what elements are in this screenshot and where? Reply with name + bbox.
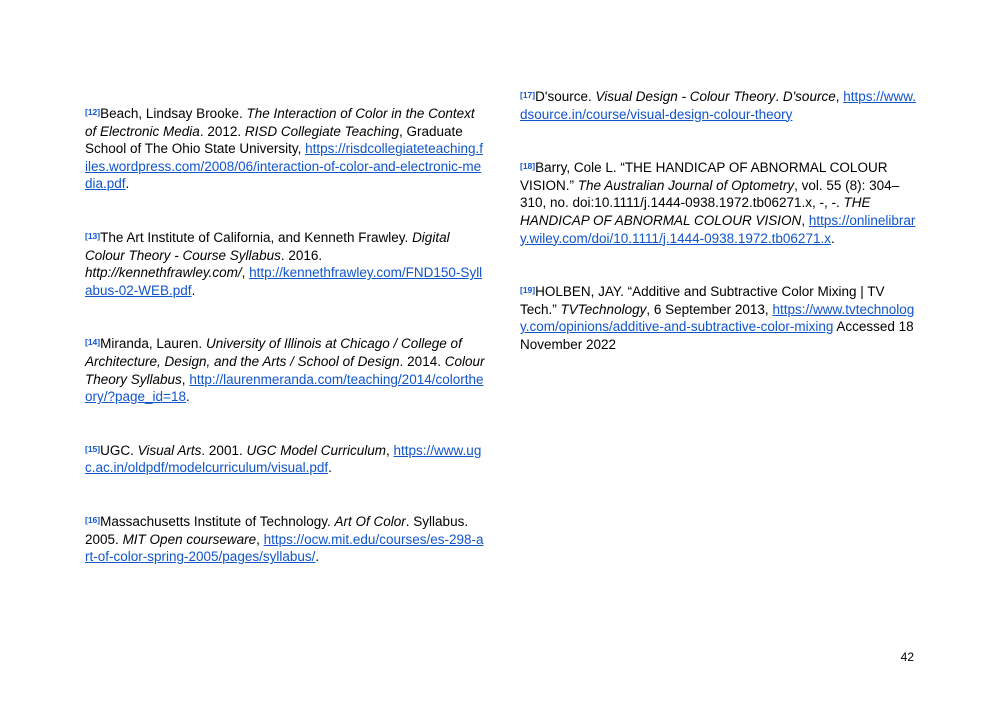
ref-link[interactable]: https://www.ugc.ac.in/oldpdf/modelcurriculum/visual.pdf <box>85 442 482 476</box>
ref-accessed: Accessed 18 November 2022 <box>520 319 914 352</box>
footnote-number: [18] <box>520 161 536 172</box>
ref-rest: , Graduate School of The Ohio State University, <box>85 123 463 157</box>
reference-18: [18]Barry, Cole L. “THE HANDICAP OF ABNORMAL COLOUR VISION.” The Australian Journal of Optometry, vol. 55 (8): 304–310, no. doi:10.1111/j.1444-0938.1972.tb06271.x, -, -. THE HANDICAP OF ABNORMAL COLOUR VISION, https://onlinelibrary.wiley.com/doi/10.1111/j.1444-0938.1972.tb06271.x. <box>520 160 916 246</box>
ref-link[interactable]: https://www.dsource.in/course/visual-design-colour-theory <box>520 89 917 122</box>
ref-title: The Interaction of Color in the Context of Electronic Media <box>85 106 475 139</box>
ref-author: Massachusetts Institute of Technology. <box>100 513 331 529</box>
ref-title: Digital Colour Theory - Course Syllabus <box>85 229 450 263</box>
footnote-number: [17] <box>520 90 536 100</box>
ref-title: THE HANDICAP OF ABNORMAL COLOUR VISION <box>520 195 871 228</box>
ref-year: . Syllabus. 2005. <box>85 513 469 547</box>
ref-title: Visual Arts <box>137 442 202 458</box>
ref-venue: http://kennethfrawley.com/ <box>85 265 242 281</box>
ref-details: , vol. 55 (8): 304–310, no. doi:10.1111/j.1444-0938.1972.tb06271.x, -, -. <box>520 177 900 211</box>
reference-13: [13]The Art Institute of California, and Kenneth Frawley. Digital Colour Theory - Course Syllabus. 2016. http://kennethfrawley.com/, http://kennethfrawley.com/FND150-Syllabus-02-WEB.pdf. <box>85 229 483 298</box>
ref-link[interactable]: https://onlinelibrary.wiley.com/doi/10.1111/j.1444-0938.1972.tb06271.x <box>520 212 916 246</box>
ref-journal: TVTechnology <box>560 301 647 317</box>
references-right-column <box>520 88 920 354</box>
ref-date: , 6 September 2013, <box>646 301 769 317</box>
ref-venue: MIT Open courseware <box>122 531 257 547</box>
ref-venue: RISD Collegiate Teaching <box>244 123 399 139</box>
ref-venue: D'source <box>782 89 836 104</box>
ref-author: D'source. <box>535 89 592 104</box>
ref-author: Miranda, Lauren. <box>100 336 203 352</box>
page-number: 42 <box>900 650 914 664</box>
footnote-number: [16] <box>85 514 101 525</box>
reference-17: [17]D'source. Visual Design - Colour Theory. D'source, https://www.dsource.in/course/visual-design-colour-theory <box>520 89 917 122</box>
reference-15: [15]UGC. Visual Arts. 2001. UGC Model Curriculum, https://www.ugc.ac.in/oldpdf/modelcurriculum/visual.pdf. <box>85 442 482 476</box>
reference-16: [16]Massachusetts Institute of Technology. Art Of Color. Syllabus. 2005. MIT Open courseware, https://ocw.mit.edu/courses/es-298-art-of-color-spring-2005/pages/syllabus/. <box>85 513 484 565</box>
ref-author: Beach, Lindsay Brooke. <box>100 106 243 121</box>
footnote-number: [12] <box>85 107 101 117</box>
reference-14: [14]Miranda, Lauren. University of Illinois at Chicago / College of Architecture, Design, and the Arts / School of Design. 2014. Colour Theory Syllabus, http://laurenmeranda.com/teaching/2014/colortheory/?page_id=18. <box>85 336 485 405</box>
footnote-number: [19] <box>520 285 536 296</box>
ref-venue: Colour Theory Syllabus <box>85 353 485 387</box>
ref-author: UGC. <box>100 442 134 458</box>
ref-year: . 2014. <box>399 353 441 369</box>
ref-author: HOLBEN, JAY. “Additive and Subtractive Color Mixing | TV Tech.” <box>520 284 885 317</box>
references-left-column <box>85 105 485 566</box>
ref-link[interactable]: https://risdcollegiateteaching.files.wordpress.com/2008/06/interaction-of-color-and-electronic-media.pdf <box>85 141 483 192</box>
footnote-number: [13] <box>85 230 101 241</box>
ref-link[interactable]: https://ocw.mit.edu/courses/es-298-art-of-color-spring-2005/pages/syllabus/ <box>85 531 484 565</box>
ref-link[interactable]: http://kennethfrawley.com/FND150-Syllabus-02-WEB.pdf <box>85 265 483 298</box>
ref-title: Art Of Color <box>334 513 406 529</box>
ref-journal: The Australian Journal of Optometry <box>577 177 795 193</box>
ref-year: . 2016. <box>280 247 323 263</box>
ref-link[interactable]: https://www.tvtechnology.com/opinions/additive-and-subtractive-color-mixing <box>520 301 915 335</box>
reference-12: [12]Beach, Lindsay Brooke. The Interaction of Color in the Context of Electronic Media. 2012. RISD Collegiate Teaching, Graduate School of The Ohio State University, https://risdcollegiateteaching.files.wordpress.com/2008/06/interaction-of-color-and-electronic-media.pdf. <box>85 106 483 192</box>
ref-author: Barry, Cole L. “THE HANDICAP OF ABNORMAL COLOUR VISION.” <box>520 160 888 193</box>
ref-year: . 2012. <box>199 123 242 139</box>
ref-venue: UGC Model Curriculum <box>246 442 387 458</box>
ref-title: Visual Design - Colour Theory <box>595 89 776 104</box>
footnote-number: [15] <box>85 443 101 454</box>
ref-title: University of Illinois at Chicago / College of Architecture, Design, and the Arts / School of Design <box>85 336 462 369</box>
reference-19 <box>520 283 920 353</box>
footnote-number: [14] <box>85 337 101 348</box>
ref-link[interactable]: http://laurenmeranda.com/teaching/2014/colortheory/?page_id=18 <box>85 371 484 405</box>
ref-year: . 2001. <box>201 442 243 458</box>
ref-author: The Art Institute of California, and Kenneth Frawley. <box>100 229 409 245</box>
